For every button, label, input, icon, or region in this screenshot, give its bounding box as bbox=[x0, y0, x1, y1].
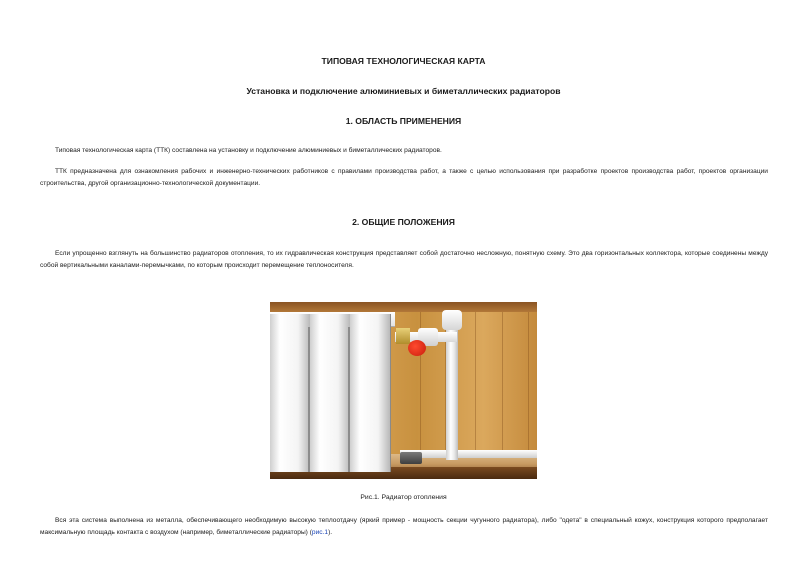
figure-link[interactable]: рис.1 bbox=[311, 528, 329, 536]
radiator-photo bbox=[270, 302, 537, 479]
section2-heading: 2. ОБЩИЕ ПОЛОЖЕНИЯ bbox=[352, 217, 455, 227]
section2-paragraph-2: Вся эта система выполнена из металла, обеспечивающего необходимую высокую теплоотдачу (яркий пример - мощность секции чугунного радиатора), либо "одета" в специальный кожух, конструкция которого предполагает максимальную площадь контакта с воздухом (например, биметаллические радиаторы) (рис.1). bbox=[40, 517, 768, 536]
section2-paragraph-1: Если упрощенно взглянуть на большинство радиаторов отопления, то их гидравлическая конструкция представляет собой достаточно несложную, понятную схему. Это два горизонтальных коллектора, которые соединены между собой вертикальными каналами-перемычками, по которым происходит перемещение теплоносителя. bbox=[40, 250, 768, 269]
document-subtitle: Установка и подключение алюминиевых и биметаллических радиаторов bbox=[246, 86, 561, 96]
valve-handle bbox=[408, 340, 426, 356]
section1-heading: 1. ОБЛАСТЬ ПРИМЕНЕНИЯ bbox=[345, 116, 462, 126]
document-title: ТИПОВАЯ ТЕХНОЛОГИЧЕСКАЯ КАРТА bbox=[321, 56, 486, 66]
figure-caption: Рис.1. Радиатор отопления bbox=[360, 494, 447, 501]
section1-paragraph-2: ТТК предназначена для ознакомления рабочих и инженерно-технических работников с правилами производства работ, а также с целью использования при разработке проектов производства работ, проектов организации строительства, другой организационно-технологической документации. bbox=[40, 168, 768, 187]
section1-paragraph-1: Типовая технологическая карта (ТТК) составлена на установку и подключение алюминиевых и биметаллических радиаторов. bbox=[55, 147, 442, 154]
